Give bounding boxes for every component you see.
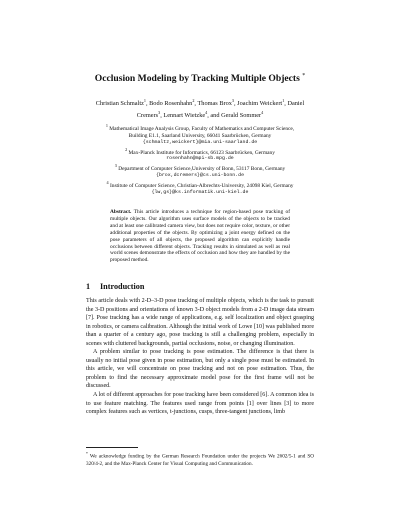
footnote-mark: * bbox=[86, 452, 88, 456]
footnote-text: We acknowledge funding by the German Research Foundation under the projects We 2602/5-1 and SO 320/4-2, and the Max-Planck Center for Visual Computing and Communication. bbox=[86, 453, 314, 467]
paragraph: A problem similar to pose tracking is pose estimation. The difference is that there is usually no initial pose given in pose estimation, but only a single pose must be estimated. In this article, we will concentrate on pose tracking and not on pose estimation. Thus, the problem to find the necessary approximate model pose for the first frame will not be discussed. bbox=[86, 349, 314, 390]
abstract-label: Abstract. bbox=[110, 209, 132, 215]
affiliation bbox=[86, 147, 314, 164]
affiliation-text: Building E1.1, Saarland University, 66041 Saarbrücken, Germany bbox=[128, 132, 272, 139]
author-separator: , bbox=[194, 100, 198, 108]
author-name: Bodo Rosenhahn bbox=[149, 100, 193, 108]
author-affiliation-mark: 1 bbox=[282, 98, 285, 103]
affiliation-email: {lw,gs}@ks.informatik.uni-kiel.de bbox=[151, 189, 249, 195]
affiliation-line bbox=[86, 147, 314, 157]
title-text: Occlusion Modeling by Tracking Multiple Objects bbox=[94, 73, 300, 85]
affiliation-mark: 4 bbox=[106, 180, 109, 186]
author-name: Gerald Sommer bbox=[221, 111, 262, 119]
affiliation-mark: 3 bbox=[114, 163, 117, 169]
footnote-rule bbox=[86, 447, 138, 448]
section-number: 1 bbox=[86, 282, 91, 291]
abstract-text: This article introduces a technique for region-based pose tracking of multiple objects. Our algorithm uses surface models of the objects to be tracked and at least one calibrated camera view, but does not require color, texture, or other additional properties of the objects. By optimizing a joint energy defined on the pose parameters of all objects, the proposed algorithm can explicitly handle occlusions between different objects. Tracking results in simulated as well as real world scenes demonstrate the effects of occlusion and how they are handled by the proposed method. bbox=[110, 209, 290, 264]
affiliation bbox=[86, 180, 314, 197]
author-name: Lennart Wietzke bbox=[163, 111, 206, 119]
author-affiliation-mark: 2 bbox=[192, 98, 195, 103]
section-title: Introduction bbox=[100, 282, 145, 291]
affiliation-mark: 1 bbox=[105, 123, 108, 128]
author-affiliation-mark: 3 bbox=[158, 109, 161, 115]
affiliation-line bbox=[86, 180, 314, 190]
abstract bbox=[110, 209, 290, 264]
affiliation-line bbox=[86, 133, 314, 140]
body-text bbox=[86, 297, 314, 417]
affiliation-text: Department of Computer Science,University of Bonn, 53117 Bonn, Germany bbox=[118, 166, 286, 173]
affiliation bbox=[86, 123, 314, 147]
author-name: Thomas Brox bbox=[197, 100, 232, 108]
affiliation-mark: 2 bbox=[125, 146, 128, 152]
affiliation-text: Institute of Computer Science, Christian-Albrechts-University, 24098 Kiel, Germany bbox=[109, 182, 294, 189]
author-affiliation-mark: 4 bbox=[261, 109, 264, 115]
title-footnote-mark: * bbox=[302, 73, 306, 79]
affiliation-email: rosenhahn@mpi-sb.mpg.de bbox=[166, 156, 234, 162]
footnote bbox=[86, 451, 314, 467]
affiliation-line bbox=[86, 163, 314, 173]
affiliation bbox=[86, 163, 314, 180]
affiliation-email: {brox,dcremers}@cs.uni-bonn.de bbox=[155, 173, 245, 179]
author-separator: , bbox=[145, 100, 150, 108]
paper-title bbox=[40, 70, 360, 85]
affiliation-line bbox=[86, 123, 314, 133]
author-separator: , bbox=[284, 100, 288, 108]
affiliation-text: Max-Planck Institute for Informatics, 66123 Saarbrücken, Germany bbox=[128, 149, 275, 156]
section-heading bbox=[86, 282, 314, 292]
affiliation-text: Mathematical Image Analysis Group, Faculty of Mathematics and Computer Science, bbox=[109, 125, 295, 132]
author-name: Christian Schmaltz bbox=[95, 100, 144, 108]
author-separator: , and bbox=[207, 111, 222, 119]
author-affiliation-mark: 1 bbox=[143, 98, 146, 103]
author-name: Joachim Weickert bbox=[237, 100, 283, 108]
author-affiliation-mark: 3 bbox=[231, 98, 235, 103]
paragraph: A lot of different approaches for pose tracking have been considered [6]. A common idea is to use feature matching. The features used range from points [1] over lines [3] to more complex features such as vertices, t-junctions, cusps, three-tangent junctions, limb bbox=[86, 392, 314, 416]
author-list bbox=[86, 97, 314, 120]
author-name: Daniel Cremers bbox=[136, 100, 305, 119]
paragraph: This article deals with 2-D–3-D pose tracking of multiple objects, which is the task to pursuit the 3-D positions and orientations of known 3-D object models from a 2-D image data stream [7]. Pose tracking has a wide range of applications, e.g. self localization and object grasping in robotics, or camera calibration. Although the initial work of Lowe [10] was published more than a quarter of a century ago, pose tracking is still a challenging problem, especially in scenes with cluttered backgrounds, partial occlusions, noise, or changing illumination. bbox=[86, 298, 314, 347]
author-separator: , bbox=[234, 100, 238, 108]
author-separator: , bbox=[160, 111, 164, 119]
author-affiliation-mark: 4 bbox=[205, 109, 208, 115]
affiliation-list bbox=[86, 123, 314, 197]
affiliation-email: {schmaltz,weickert}@mia.uni-saarland.de bbox=[142, 139, 258, 145]
